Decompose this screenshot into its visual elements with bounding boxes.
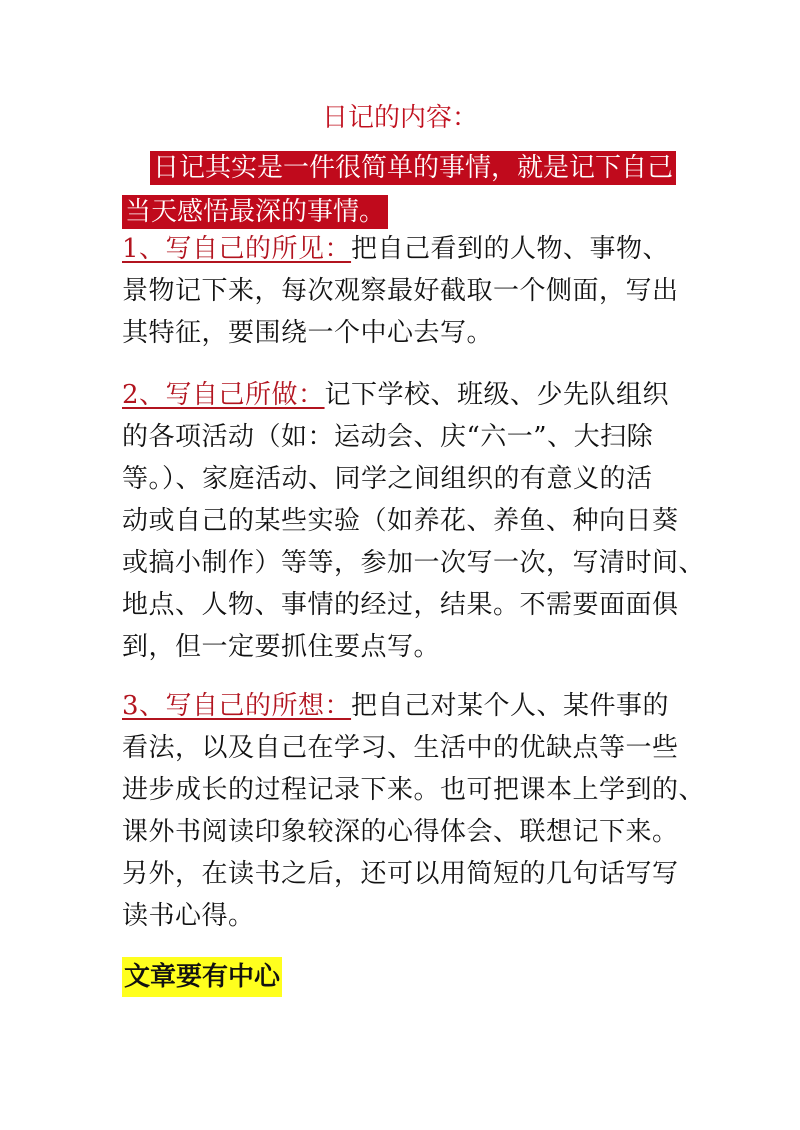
section-line: 或搞小制作）等等，参加一次写一次，写清时间、 bbox=[122, 548, 706, 578]
intro-highlight bbox=[122, 146, 692, 234]
section-line: 进步成长的过程记录下来。也可把课本上学到的、 bbox=[122, 775, 706, 805]
section-line: 把自己看到的人物、事物、 bbox=[351, 234, 670, 264]
section-line: 其特征，要围绕一个中心去写。 bbox=[122, 318, 494, 348]
section-line: 读书心得。 bbox=[122, 901, 255, 931]
page-title: 日记的内容： bbox=[321, 103, 478, 133]
section-thought bbox=[122, 685, 706, 937]
section-line: 把自己对某个人、某件事的 bbox=[351, 691, 670, 721]
section-heading: 1、写自己的所见： bbox=[122, 234, 352, 264]
section-line: 另外，在读书之后，还可以用简短的几句话写写 bbox=[122, 859, 679, 889]
section-done bbox=[122, 374, 706, 668]
section-line: 记下学校、班级、少先队组织 bbox=[324, 380, 670, 410]
section-seen bbox=[122, 228, 692, 354]
section-heading: 2、写自己所做： bbox=[122, 380, 325, 410]
section-line: 看法，以及自己在学习、生活中的优缺点等一些 bbox=[122, 733, 679, 763]
footer-highlight: 文章要有中心 bbox=[122, 957, 282, 997]
intro-line-1: 日记其实是一件很简单的事情，就是记下自己 bbox=[150, 151, 676, 185]
section-heading: 3、写自己的所想： bbox=[122, 691, 352, 721]
section-line: 地点、人物、事情的经过，结果。不需要面面俱 bbox=[122, 590, 679, 620]
intro-line-2: 当天感悟最深的事情。 bbox=[122, 195, 388, 229]
section-line: 动或自己的某些实验（如养花、养鱼、种向日葵 bbox=[122, 506, 679, 536]
section-line: 的各项活动（如：运动会、庆“六一”、大扫除 bbox=[122, 422, 654, 452]
section-line: 景物记下来，每次观察最好截取一个侧面，写出 bbox=[122, 276, 679, 306]
section-line: 等。）、家庭活动、同学之间组织的有意义的活 bbox=[122, 464, 653, 494]
section-line: 到，但一定要抓住要点写。 bbox=[122, 632, 441, 662]
section-line: 课外书阅读印象较深的心得体会、联想记下来。 bbox=[122, 817, 679, 847]
